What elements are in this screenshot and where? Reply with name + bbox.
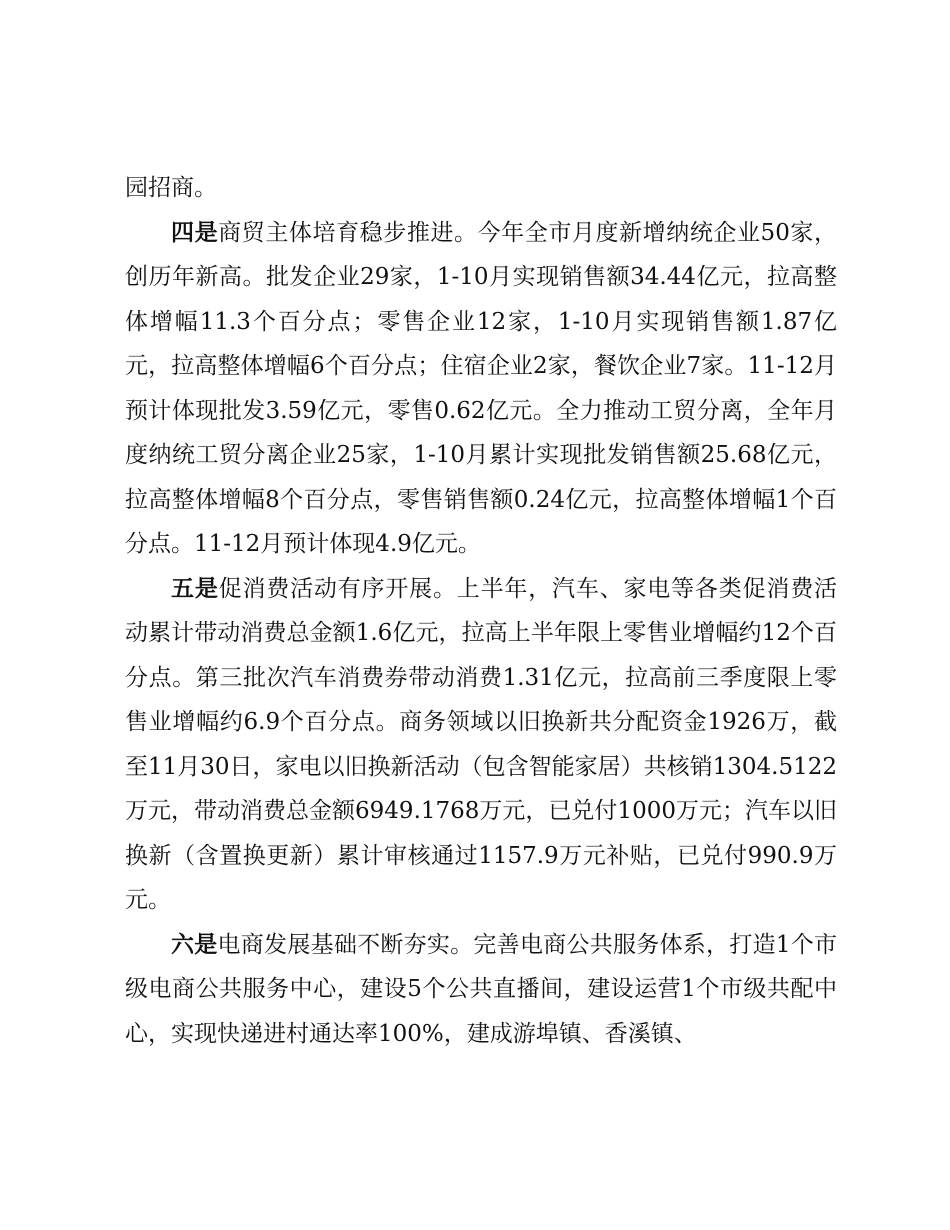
paragraph-continuation — [125, 166, 837, 211]
paragraph-consumption-promotion — [125, 567, 837, 923]
document-body — [125, 166, 837, 1056]
paragraph-lead: 四是 — [171, 218, 219, 246]
paragraph-ecommerce — [125, 923, 837, 1057]
paragraph-commerce-entities — [125, 211, 837, 567]
paragraph-text: 园招商。 — [125, 175, 217, 201]
paragraph-lead: 五是 — [171, 574, 219, 602]
paragraph-lead: 六是 — [171, 930, 218, 958]
paragraph-text: 促消费活动有序开展。上半年，汽车、家电等各类促消费活动累计带动消费总金额1.6亿元，拉高上半年限上零售业增幅约12个百分点。第三批次汽车消费券带动消费1.31亿元，拉高前三季度限上零售业增幅约6.9个百分点。商务领域以旧换新共分配资金1926万，截至11月30日，家电以旧换新活动（包含智能家居）共核销1304.5122万元，带动消费总金额6949.1768万元，已兑付1000万元；汽车以旧换新（含置换更新）累计审核通过1157.9万元补贴，已兑付990.9万元。 — [125, 575, 838, 913]
paragraph-text: 商贸主体培育稳步推进。今年全市月度新增纳统企业50家，创历年新高。批发企业29家，1-10月实现销售额34.44亿元，拉高整体增幅11.3个百分点；零售企业12家，1-10月实现销售额1.87亿元，拉高整体增幅6个百分点；住宿企业2家，餐饮企业7家。11-12月预计体现批发3.59亿元，零售0.62亿元。全力推动工贸分离，全年月度纳统工贸分离企业25家，1-10月累计实现批发销售额25.68亿元，拉高整体增幅8个百分点，零售销售额0.24亿元，拉高整体增幅1个百分点。11-12月预计体现4.9亿元。 — [125, 219, 837, 557]
paragraph-text: 电商发展基础不断夯实。完善电商公共服务体系，打造1个市级电商公共服务中心，建设5个公共直播间，建设运营1个市级共配中心，实现快递进村通达率100%，建成游埠镇、香溪镇、 — [125, 931, 837, 1047]
